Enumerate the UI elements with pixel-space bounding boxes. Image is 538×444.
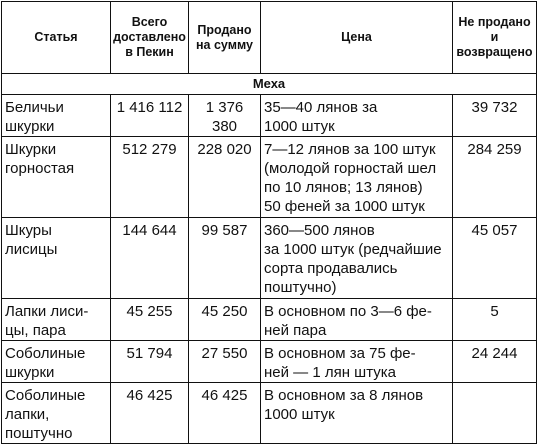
cell-delivered: 144 644 xyxy=(111,218,189,299)
table-row xyxy=(2,218,537,299)
cell-price: 7—12 лянов за 100 штук (молодой горностай шел по 10 лянов; 13 лянов) 50 феней за 1000 штук xyxy=(261,137,453,218)
fur-trade-table xyxy=(1,1,537,444)
cell-sold-amount: 1 376 380 xyxy=(189,95,261,137)
cell-price: В основном по 3—6 фе- ней пара xyxy=(261,299,453,341)
table-row xyxy=(2,341,537,383)
cell-article: Соболиные шкурки xyxy=(2,341,111,383)
header-article: Статья xyxy=(2,2,111,74)
section-title: Меха xyxy=(2,74,537,95)
header-row xyxy=(2,2,537,74)
cell-unsold: 5 xyxy=(453,299,537,341)
cell-unsold xyxy=(453,383,537,444)
cell-sold-amount: 27 550 xyxy=(189,341,261,383)
cell-delivered: 46 425 xyxy=(111,383,189,444)
cell-delivered: 51 794 xyxy=(111,341,189,383)
cell-unsold: 284 259 xyxy=(453,137,537,218)
cell-price: 35—40 лянов за 1000 штук xyxy=(261,95,453,137)
cell-unsold: 24 244 xyxy=(453,341,537,383)
cell-delivered: 512 279 xyxy=(111,137,189,218)
cell-article: Беличьи шкурки xyxy=(2,95,111,137)
cell-price: В основном за 8 лянов 1000 штук xyxy=(261,383,453,444)
cell-sold-amount: 45 250 xyxy=(189,299,261,341)
cell-sold-amount: 228 020 xyxy=(189,137,261,218)
cell-price: В основном за 75 фе- ней — 1 лян штука xyxy=(261,341,453,383)
cell-delivered: 1 416 112 xyxy=(111,95,189,137)
header-sold-amount: Продано на сумму xyxy=(189,2,261,74)
cell-sold-amount: 46 425 xyxy=(189,383,261,444)
cell-delivered: 45 255 xyxy=(111,299,189,341)
section-row xyxy=(2,74,537,95)
cell-article: Шкуры лисицы xyxy=(2,218,111,299)
cell-article: Шкурки горностая xyxy=(2,137,111,218)
header-unsold: Не продано и возвращено xyxy=(453,2,537,74)
header-delivered: Всего доставлено в Пекин xyxy=(111,2,189,74)
header-price: Цена xyxy=(261,2,453,74)
table-row xyxy=(2,299,537,341)
table-row xyxy=(2,137,537,218)
cell-article: Лапки лиси- цы, пара xyxy=(2,299,111,341)
table-row xyxy=(2,383,537,444)
cell-sold-amount: 99 587 xyxy=(189,218,261,299)
cell-unsold: 45 057 xyxy=(453,218,537,299)
cell-unsold: 39 732 xyxy=(453,95,537,137)
cell-article: Соболиные лапки, поштучно xyxy=(2,383,111,444)
table-row xyxy=(2,95,537,137)
cell-price: 360—500 лянов за 1000 штук (редчайшие сорта продавались поштучно) xyxy=(261,218,453,299)
